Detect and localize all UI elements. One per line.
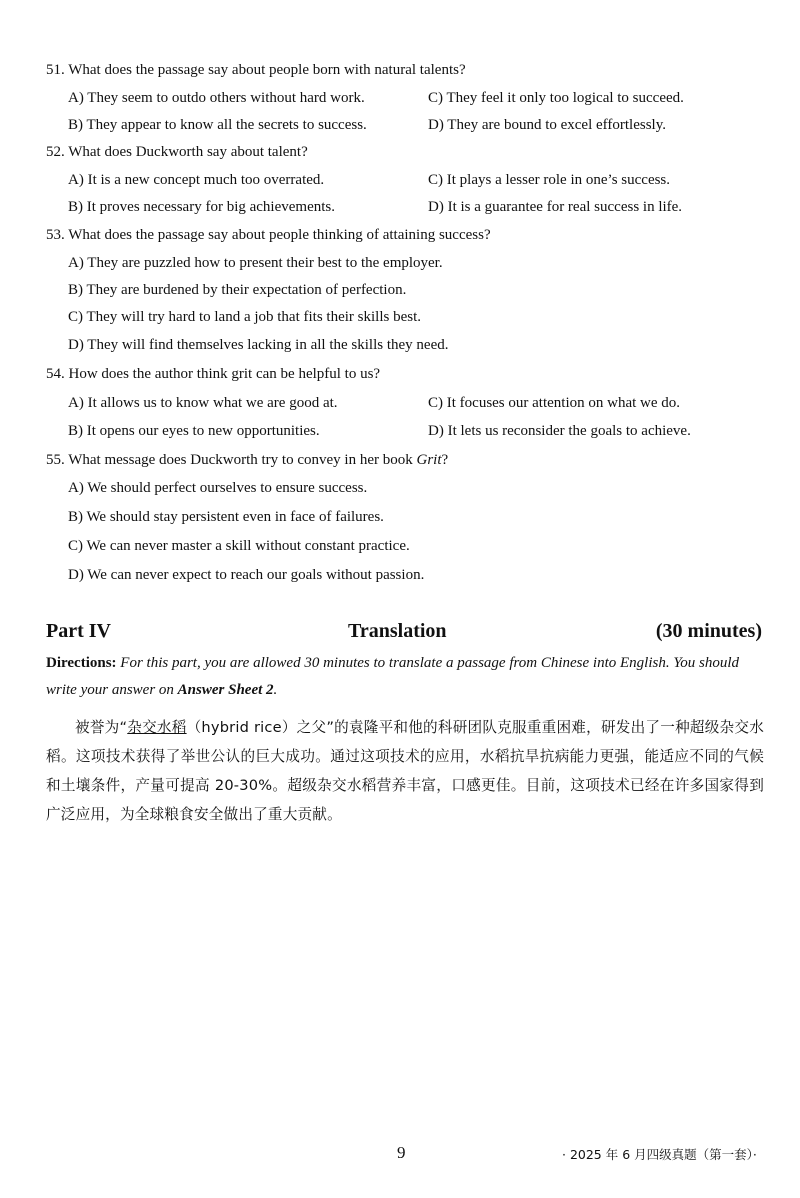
page-number: 9 xyxy=(397,1143,406,1162)
question-52-option-a: A) It is a new concept much too overrated. xyxy=(68,172,325,188)
question-52-stem: 52. What does Duckworth say about talent? xyxy=(46,144,308,160)
question-51-stem: 51. What does the passage say about people born with natural talents? xyxy=(46,62,466,78)
question-51-option-a: A) They seem to outdo others without hard work. xyxy=(68,90,365,106)
translation-before: 被誉为“ xyxy=(75,719,128,736)
question-54-option-d: D) It lets us reconsider the goals to achieve. xyxy=(428,423,691,439)
question-52-option-b: B) It proves necessary for big achievements. xyxy=(68,199,335,215)
part-label: Part IV xyxy=(46,620,111,642)
question-55-option-b: B) We should stay persistent even in face of failures. xyxy=(68,509,384,525)
question-54-stem: 54. How does the author think grit can be helpful to us? xyxy=(46,366,381,382)
question-54-option-c: C) It focuses our attention on what we do. xyxy=(428,395,681,411)
question-54-option-b: B) It opens our eyes to new opportunities. xyxy=(68,423,320,439)
translation-after: （hybrid rice）之父”的袁隆平和他的科研团队克服重重困难，研发出了一种超级杂交水稻。这项技术获得了举世公认的巨大成功。通过这项技术的应用，水稻抗旱抗病能力更强，能适应不同的气候和土壤条件，产量可提高 20-30%。超级杂交水稻营养丰富，口感更佳。目前，这项技术已经在许多国家得到广泛应用，为全球粮食安全做出了重大贡献。 xyxy=(46,719,764,823)
part-title: Translation xyxy=(348,620,447,642)
question-54-option-a: A) It allows us to know what we are good at. xyxy=(68,395,338,411)
footer-source: · 2025 年 6 月四级真题（第一套）· xyxy=(562,1147,757,1162)
translation-passage xyxy=(46,713,764,829)
part-time: (30 minutes) xyxy=(655,620,762,642)
directions-text: For this part, you are allowed 30 minutes to translate a passage from Chinese into English. You should write your answer on xyxy=(46,655,740,698)
book-title: Grit xyxy=(416,452,442,468)
question-53-stem: 53. What does the passage say about people thinking of attaining success? xyxy=(46,227,491,243)
directions-end: . xyxy=(273,682,278,698)
question-53-option-a: A) They are puzzled how to present their best to the employer. xyxy=(68,255,443,271)
question-53-option-b: B) They are burdened by their expectation of perfection. xyxy=(68,282,407,298)
answer-sheet-ref: Answer Sheet 2 xyxy=(177,682,274,698)
question-55-option-a: A) We should perfect ourselves to ensure success. xyxy=(68,480,368,496)
question-55-stem-suffix: ? xyxy=(441,452,449,468)
directions-lead: Directions: xyxy=(46,655,117,671)
question-51-option-c: C) They feel it only too logical to succeed. xyxy=(428,90,684,106)
question-51-option-b: B) They appear to know all the secrets to success. xyxy=(68,117,367,133)
question-53-option-c: C) They will try hard to land a job that fits their skills best. xyxy=(68,309,422,325)
part-header xyxy=(46,620,762,648)
question-52-option-c: C) It plays a lesser role in one’s success. xyxy=(428,172,671,188)
question-51-option-d: D) They are bound to excel effortlessly. xyxy=(428,117,666,133)
question-53-option-d: D) They will find themselves lacking in all the skills they need. xyxy=(68,337,449,353)
question-55-option-d: D) We can never expect to reach our goals without passion. xyxy=(68,567,425,583)
question-55-option-c: C) We can never master a skill without constant practice. xyxy=(68,538,410,554)
directions xyxy=(46,650,764,704)
question-55-stem-prefix: 55. What message does Duckworth try to convey in her book xyxy=(46,452,417,468)
question-52-option-d: D) It is a guarantee for real success in life. xyxy=(428,199,683,215)
question-55-stem xyxy=(46,450,448,470)
translation-underlined-term: 杂交水稻 xyxy=(127,719,187,736)
